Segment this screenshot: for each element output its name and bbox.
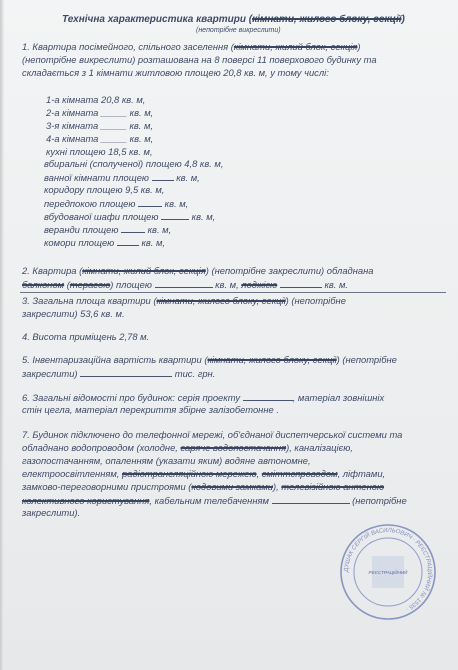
radio-network-struck: радіотрансляційною мережею	[122, 468, 257, 479]
hall-blank	[138, 197, 162, 207]
hot-water-struck: гаряче водопостачання	[180, 442, 287, 453]
p5-l2-text: закреслити)	[22, 368, 78, 379]
p5-l1-struck: кімнати, жилого блоку, секції	[207, 354, 337, 365]
wardrobe-blank	[161, 210, 189, 220]
p7-l2-text: обладнано водопроводом (холодне,	[22, 442, 181, 453]
hall-area	[44, 197, 188, 211]
wardrobe-area	[44, 210, 215, 224]
storage-area	[44, 236, 165, 250]
bathroom-area: вбиральні (сполученої) площею 4,8 кв. м,	[44, 158, 224, 169]
veranda-label: веранди площею	[44, 224, 119, 235]
p1-l1-text: 1. Квартира посімейного, спільного заселення (	[22, 41, 234, 52]
room-1: 1-а кімната 20,8 кв. м,	[46, 94, 146, 105]
p1-line-3: складається з 1 кімнати житловою площею 20,8 кв. м, у тому числі:	[22, 67, 329, 78]
p5-unit: тис. грн.	[174, 368, 216, 379]
p2-area-label: ) площею	[110, 279, 152, 290]
p7-line-6	[22, 494, 407, 508]
loggia-blank	[280, 278, 322, 288]
p7-line-4	[22, 468, 385, 481]
p7-line-2	[22, 442, 353, 455]
p2-l1-struck: кімнати, жилий блок, секція	[82, 265, 206, 276]
p5-value-blank	[80, 367, 172, 377]
stamp-ring-text: ДУШАК СЕРГІЙ ВАСИЛЬОВИЧ · РЕЄСТРАЦІЙНИЙ № 1535 ·	[343, 527, 433, 612]
p3-line-2: закреслити) 53,6 кв. м.	[22, 308, 125, 319]
cable-tv-blank	[272, 494, 350, 504]
p7-l4-comma: ,	[256, 468, 262, 479]
loggia-struck: лоджією	[241, 279, 278, 290]
p1-l1-struck: кімнати, жилий блок, секція	[233, 41, 358, 52]
storage-blank	[117, 236, 139, 246]
p6-l1-text: 6. Загальні відомості про будинок: серія проекту	[22, 392, 241, 403]
p5-l1-text: 5. Інвентаризаційна вартість квартири (	[22, 354, 208, 365]
p3-l1-rest: ) (непотрібне	[285, 295, 346, 306]
hall-label: передпокою площею	[44, 198, 136, 209]
code-locks-struck: кодовими замками	[191, 481, 273, 492]
p1-line-2: (непотрібне викреслити) розташована на 8 поверсі 11 поверхового будинку та	[22, 54, 377, 65]
p2-unit: кв. м,	[215, 279, 239, 290]
p7-l6-rest: (непотрібне	[352, 495, 407, 506]
p2-line-2	[22, 278, 348, 292]
storage-unit: кв. м,	[141, 237, 165, 248]
veranda-unit: кв. м,	[147, 224, 172, 235]
title-close: )	[401, 14, 405, 25]
garbage-chute-struck: сміттєпроводом	[261, 468, 338, 479]
terrace-struck: терасою	[69, 279, 111, 290]
veranda-area	[44, 223, 171, 237]
p2-l1-rest: ) (непотрібне закреслити) обладнана	[205, 265, 374, 276]
p6-line-2: стін цегла, матеріал перекриття збірне залізобетонне .	[22, 404, 279, 415]
p7-line-1: 7. Будинок підключено до телефонної мережі, об'єднаної диспетчерської системи та	[22, 429, 403, 440]
p7-line-7: закреслити).	[22, 507, 81, 518]
p3-line-1	[22, 295, 346, 308]
bath-blank	[152, 171, 174, 181]
room-3: 3-я кімната _____ кв. м,	[46, 120, 154, 131]
title-text: Технічна характеристика квартири (	[62, 14, 253, 25]
p5-l1-rest: ) (непотрібне	[336, 354, 397, 365]
p7-l4-rest: , ліфтами,	[337, 468, 386, 479]
stamp-center-text: РЕЄСТРАЦІЙНИЙ	[368, 570, 408, 575]
kitchen-area: кухні площею 18,5 кв. м,	[46, 146, 153, 157]
title-note: (непотрібне викреслити)	[196, 27, 281, 34]
corridor-area: коридору площею 9,5 кв. м,	[44, 184, 165, 195]
p7-l5-text: замково-переговорними пристроями (	[22, 481, 192, 492]
p7-line-5	[22, 481, 384, 494]
p7-line-3: газопостачанням, опаленням (указати яким) водяне автономне,	[22, 455, 311, 466]
p7-l5-comma: ),	[272, 481, 282, 492]
wardrobe-label: вбудованої шафи площею	[44, 211, 159, 222]
balcony-struck: балконом	[22, 279, 65, 290]
p7-l4-text: електроосвітленням,	[22, 468, 123, 479]
p2-paren: (	[64, 279, 70, 290]
p7-l2-rest: ), каналізацією,	[286, 442, 353, 453]
bath-area	[44, 171, 200, 185]
p6-series-blank	[243, 391, 293, 401]
p1-line-1	[22, 41, 361, 54]
title-struck-text: кімнати, жилого блоку, секції	[252, 14, 402, 25]
room-4: 4-а кімната _____ кв. м,	[46, 133, 154, 144]
loggia-unit: кв. м.	[324, 279, 348, 290]
p6-l1-rest: , матеріал зовнішніх	[292, 392, 385, 403]
bath-label: ванної кімнати площею	[44, 172, 149, 183]
p5-line-1	[22, 354, 397, 367]
p2-line-1	[22, 265, 373, 278]
room-2: 2-а кімната _____ кв. м,	[46, 107, 154, 118]
tv-antenna-struck: телевізійною антеною	[281, 481, 385, 492]
p6-line-1	[22, 391, 384, 405]
p3-l1-struck: кімнати, жилого блоку, секції	[156, 295, 286, 306]
page-title	[62, 14, 405, 27]
hall-unit: кв. м,	[164, 198, 189, 209]
p4-line-1: 4. Висота приміщень 2,78 м.	[22, 331, 150, 342]
p2-l1-text: 2. Квартира (	[22, 265, 83, 276]
storage-label: комори площею	[44, 237, 115, 248]
wardrobe-unit: кв. м,	[191, 211, 216, 222]
p7-l6-text: , кабельним телебаченням	[149, 495, 269, 506]
official-stamp	[338, 522, 438, 622]
separator-line	[20, 292, 446, 293]
bath-unit: кв. м,	[176, 172, 200, 183]
collective-use-struck: колективного користування	[22, 495, 150, 506]
veranda-blank	[121, 223, 145, 233]
p5-line-2	[22, 367, 215, 381]
p1-l1-close: )	[357, 41, 361, 52]
p3-l1-text: 3. Загальна площа квартири (	[22, 295, 157, 306]
p2-area-blank	[155, 278, 213, 288]
